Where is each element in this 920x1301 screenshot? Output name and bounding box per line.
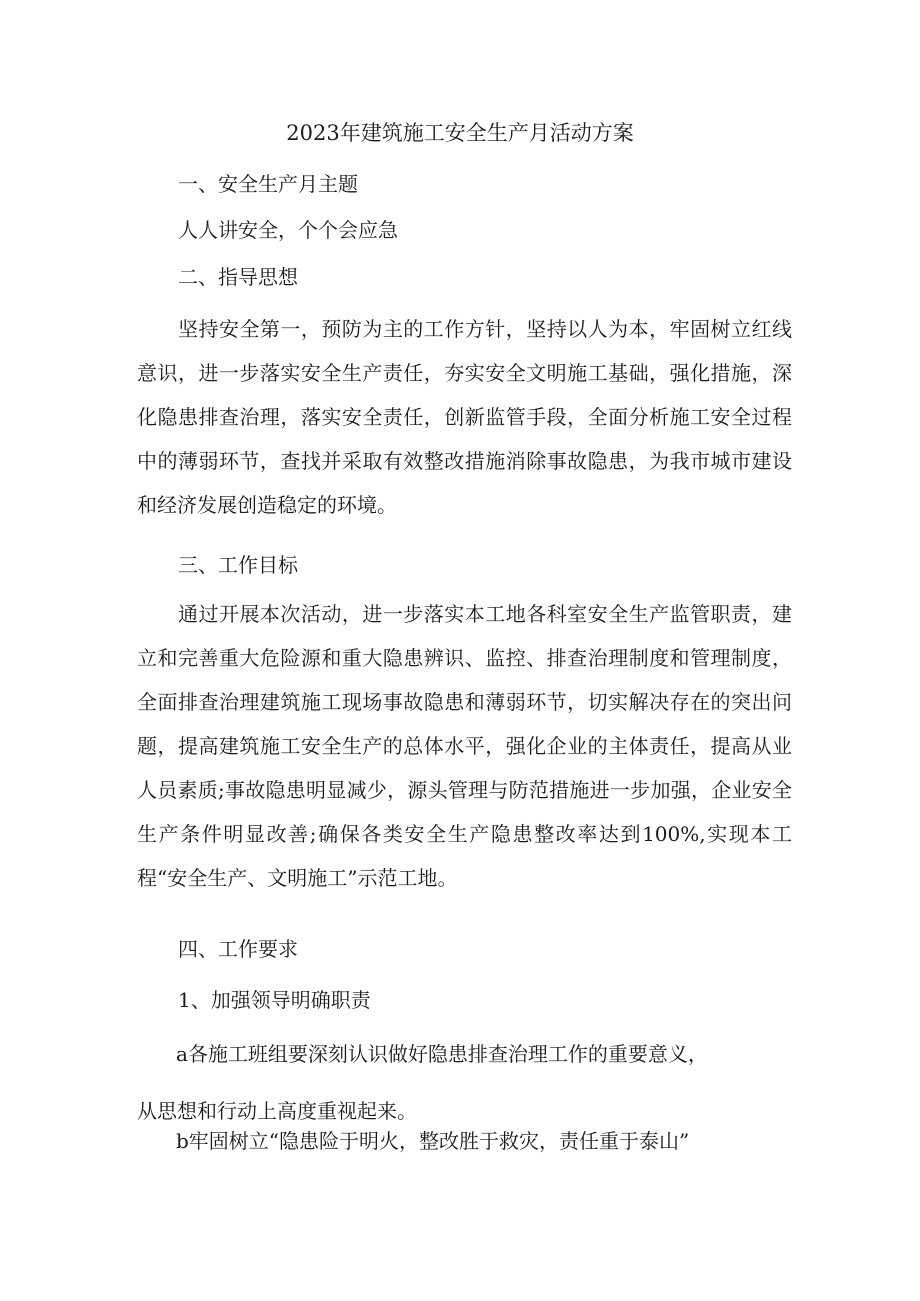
section-heading-work-requirements: 四、工作要求: [178, 937, 298, 961]
theme-text: 人人讲安全，个个会应急: [178, 218, 398, 242]
subsection-heading-leadership: 1、加强领导明确职责: [178, 988, 371, 1012]
document-title: 2023年建筑施工安全生产月活动方案: [286, 121, 634, 145]
section-heading-guiding-ideology: 二、指导思想: [178, 265, 298, 289]
item-a-line1: a各施工班组要深刻认识做好隐患排查治理工作的重要意义，: [176, 1042, 708, 1066]
guiding-ideology-text: 坚持安全第一，预防为主的工作方针，坚持以人为本，牢固树立红线意识，进一步落实安全生产责任，夯实安全文明施工基础，强化措施，深化隐患排查治理，落实安全责任，创新监管手段，全面分析施工安全过程中的薄弱环节，查找并采取有效整改措施消除事故隐患，为我市城市建设和经济发展创造稳定的环境。: [137, 317, 792, 517]
work-goals-paragraph: [137, 592, 792, 900]
work-goals-text: 通过开展本次活动，进一步落实本工地各科室安全生产监管职责，建立和完善重大危险源和重大隐患辨识、监控、排查治理制度和管理制度，全面排查治理建筑施工现场事故隐患和薄弱环节，切实解决存在的突出问题，提高建筑施工安全生产的总体水平，强化企业的主体责任，提高从业人员素质;事故隐患明显减少，源头管理与防范措施进一步加强，企业安全生产条件明显改善;确保各类安全生产隐患整改率达到100%,实现本工程“安全生产、文明施工”示范工地。: [137, 602, 792, 890]
item-b-text: b牢固树立“隐患险于明火，整改胜于救灾，责任重于泰山”: [176, 1129, 690, 1153]
section-heading-work-goals: 三、工作目标: [178, 553, 298, 577]
section-heading-theme: 一、安全生产月主题: [178, 172, 358, 196]
guiding-ideology-paragraph: [137, 307, 792, 527]
item-a-line2: 从思想和行动上高度重视起来。: [137, 1099, 417, 1123]
